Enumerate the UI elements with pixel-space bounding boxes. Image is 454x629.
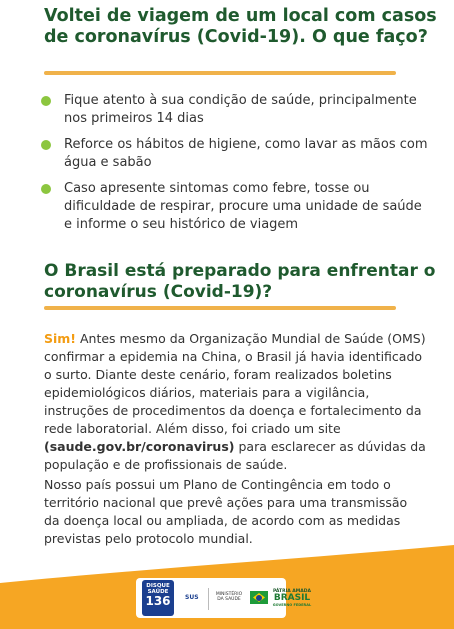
government-logo [272, 589, 312, 607]
answer-highlight: Sim! [44, 331, 77, 346]
bullet-dot-icon [41, 184, 51, 194]
paragraph-answer [44, 330, 426, 474]
bullet-dot-icon [41, 140, 51, 150]
list-item [40, 92, 430, 128]
logo-divider [208, 588, 209, 610]
list-item [40, 180, 430, 234]
advice-text: Fique atento à sua condição de saúde, principalmente nos primeiros 14 dias [64, 93, 417, 126]
bullet-dot-icon [41, 96, 51, 106]
brazil-flag-icon [250, 591, 268, 604]
list-item [40, 136, 430, 172]
paragraph-text: para esclarecer as dúvidas da população e de profissionais de saúde. [44, 439, 426, 472]
advice-text: Reforce os hábitos de higiene, como lavar as mãos com água e sabão [64, 137, 428, 170]
disque-saude-logo [142, 580, 174, 616]
heading-underline [44, 71, 396, 75]
disque-label: DISQUE [146, 583, 170, 589]
heading-travel: Voltei de viagem de um local com casos de coronavírus (Covid-19). O que faço? [44, 6, 437, 47]
paragraph-text: Antes mesmo da Organização Mundial de Saúde (OMS) confirmar a epidemia na China, o Brasil já havia identificado o surto. Diante deste cenário, foram realizados boletins epidemiológicos diários, materiais para a vigilância, instruções de procedimentos da doença e fortalecimento da rede laboratorial. Além disso, foi criado um site [44, 331, 426, 436]
saude-label: SAÚDE [147, 589, 169, 595]
ministry-logo: MINISTÉRIO DA SAÚDE [215, 592, 243, 602]
sus-logo: SUS [185, 594, 199, 601]
brasil-text: BRASIL [273, 593, 311, 603]
advice-list [40, 92, 430, 242]
site-link[interactable]: (saude.gov.br/coronavirus) [44, 439, 235, 454]
heading-underline [44, 306, 396, 310]
paragraph-contingency: Nosso país possui um Plano de Contingência em todo o território nacional que prevê ações para uma transmissão da doença local ou ampliada, de acordo com as medidas previstas pelo protocolo mundial. [44, 477, 408, 546]
heading-brazil-prepared: O Brasil está preparado para enfrentar o coronavírus (Covid-19)? [44, 261, 436, 302]
advice-text: Caso apresente sintomas como febre, tosse ou dificuldade de respirar, procure uma unidade de saúde e informe o seu histórico de viagem [64, 181, 422, 232]
patria-amada-text: PÁTRIA AMADA [273, 589, 311, 594]
disque-number: 136 [145, 594, 171, 608]
governo-federal-text: GOVERNO FEDERAL [272, 603, 312, 607]
